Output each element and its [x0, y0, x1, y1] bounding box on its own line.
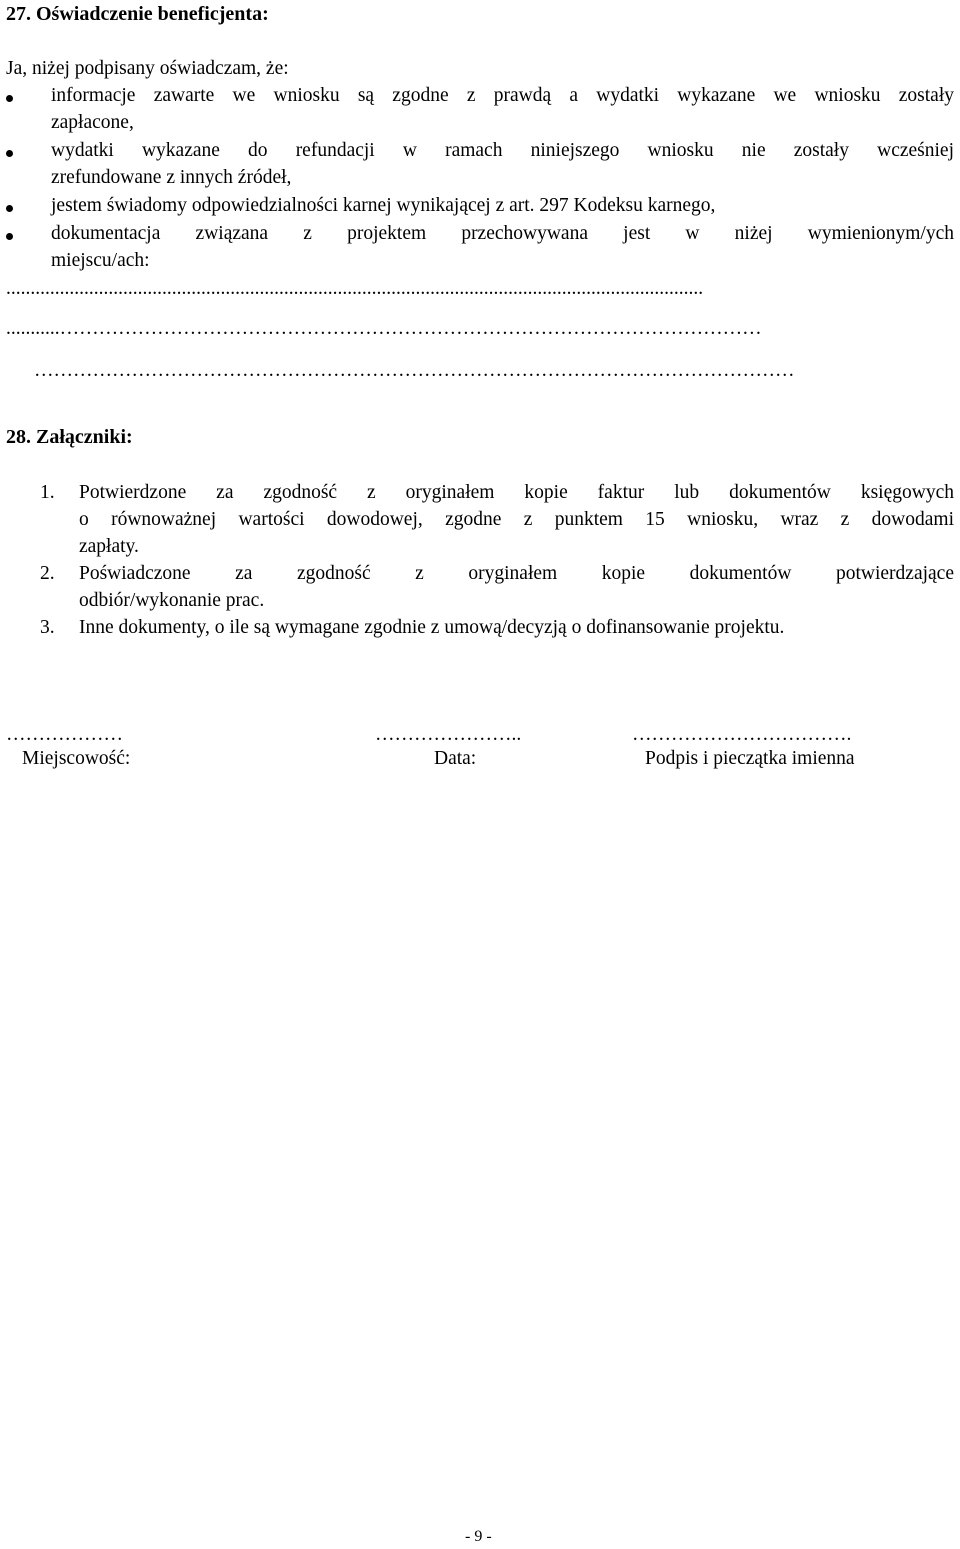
signature-label: Podpis i pieczątka imienna	[645, 748, 855, 769]
place-fill-dots: ………………	[6, 724, 123, 745]
signature-fill-dots: …………………………….	[632, 724, 852, 745]
date-fill-dots: …………………..	[375, 724, 522, 745]
attachment-2-number: 2.	[40, 563, 55, 584]
attachment-1-number: 1.	[40, 482, 55, 503]
attachment-1-line-3: zapłaty.	[79, 536, 139, 557]
storage-location-fill-line-3: ………………………………………………………………………………………………………	[34, 360, 795, 381]
section-27-title: 27. Oświadczenie beneficjenta:	[6, 3, 269, 25]
attachment-1-line-1: Potwierdzone za zgodność z oryginałem kopie faktur lub dokumentów księgowych	[79, 482, 954, 503]
bullet-icon	[6, 95, 13, 102]
bullet-1-line-2: zapłacone,	[51, 112, 134, 133]
page-number: - 9 -	[465, 1528, 492, 1545]
bullet-2-line-2: zrefundowane z innych źródeł,	[51, 167, 292, 188]
attachment-2-line-1: Poświadczone za zgodność z oryginałem kopie dokumentów potwierdzające	[79, 563, 954, 584]
attachment-1-line-2: o równoważnej wartości dowodowej, zgodne z punktem 15 wniosku, wraz z dowodami	[79, 509, 954, 530]
place-label: Miejscowość:	[22, 748, 131, 769]
bullet-icon	[6, 233, 13, 240]
date-label: Data:	[434, 748, 477, 769]
section-28-title: 28. Załączniki:	[6, 426, 133, 448]
attachment-3-line-1: Inne dokumenty, o ile są wymagane zgodnie z umową/decyzją o dofinansowanie projektu.	[79, 617, 785, 638]
bullet-icon	[6, 150, 13, 157]
bullet-3-line-1: jestem świadomy odpowiedzialności karnej wynikającej z art. 297 Kodeksu karnego,	[51, 195, 716, 216]
bullet-icon	[6, 205, 13, 212]
attachment-2-line-2: odbiór/wykonanie prac.	[79, 590, 265, 611]
bullet-1-line-1: informacje zawarte we wniosku są zgodne z prawdą a wydatki wykazane we wniosku zostały	[51, 85, 954, 106]
bullet-4-line-1: dokumentacja związana z projektem przechowywana jest w niżej wymienionym/ych	[51, 223, 954, 244]
attachment-3-number: 3.	[40, 617, 55, 638]
bullet-4-line-2: miejscu/ach:	[51, 250, 150, 271]
storage-location-fill-line-1: ...............................................................................................................................................	[6, 278, 704, 299]
bullet-2-line-1: wydatki wykazane do refundacji w ramach niniejszego wniosku nie zostały wcześniej	[51, 140, 954, 161]
declaration-intro: Ja, niżej podpisany oświadczam, że:	[6, 58, 289, 79]
storage-location-fill-line-2: ...........………………………………………………………………………………………………	[6, 318, 762, 339]
